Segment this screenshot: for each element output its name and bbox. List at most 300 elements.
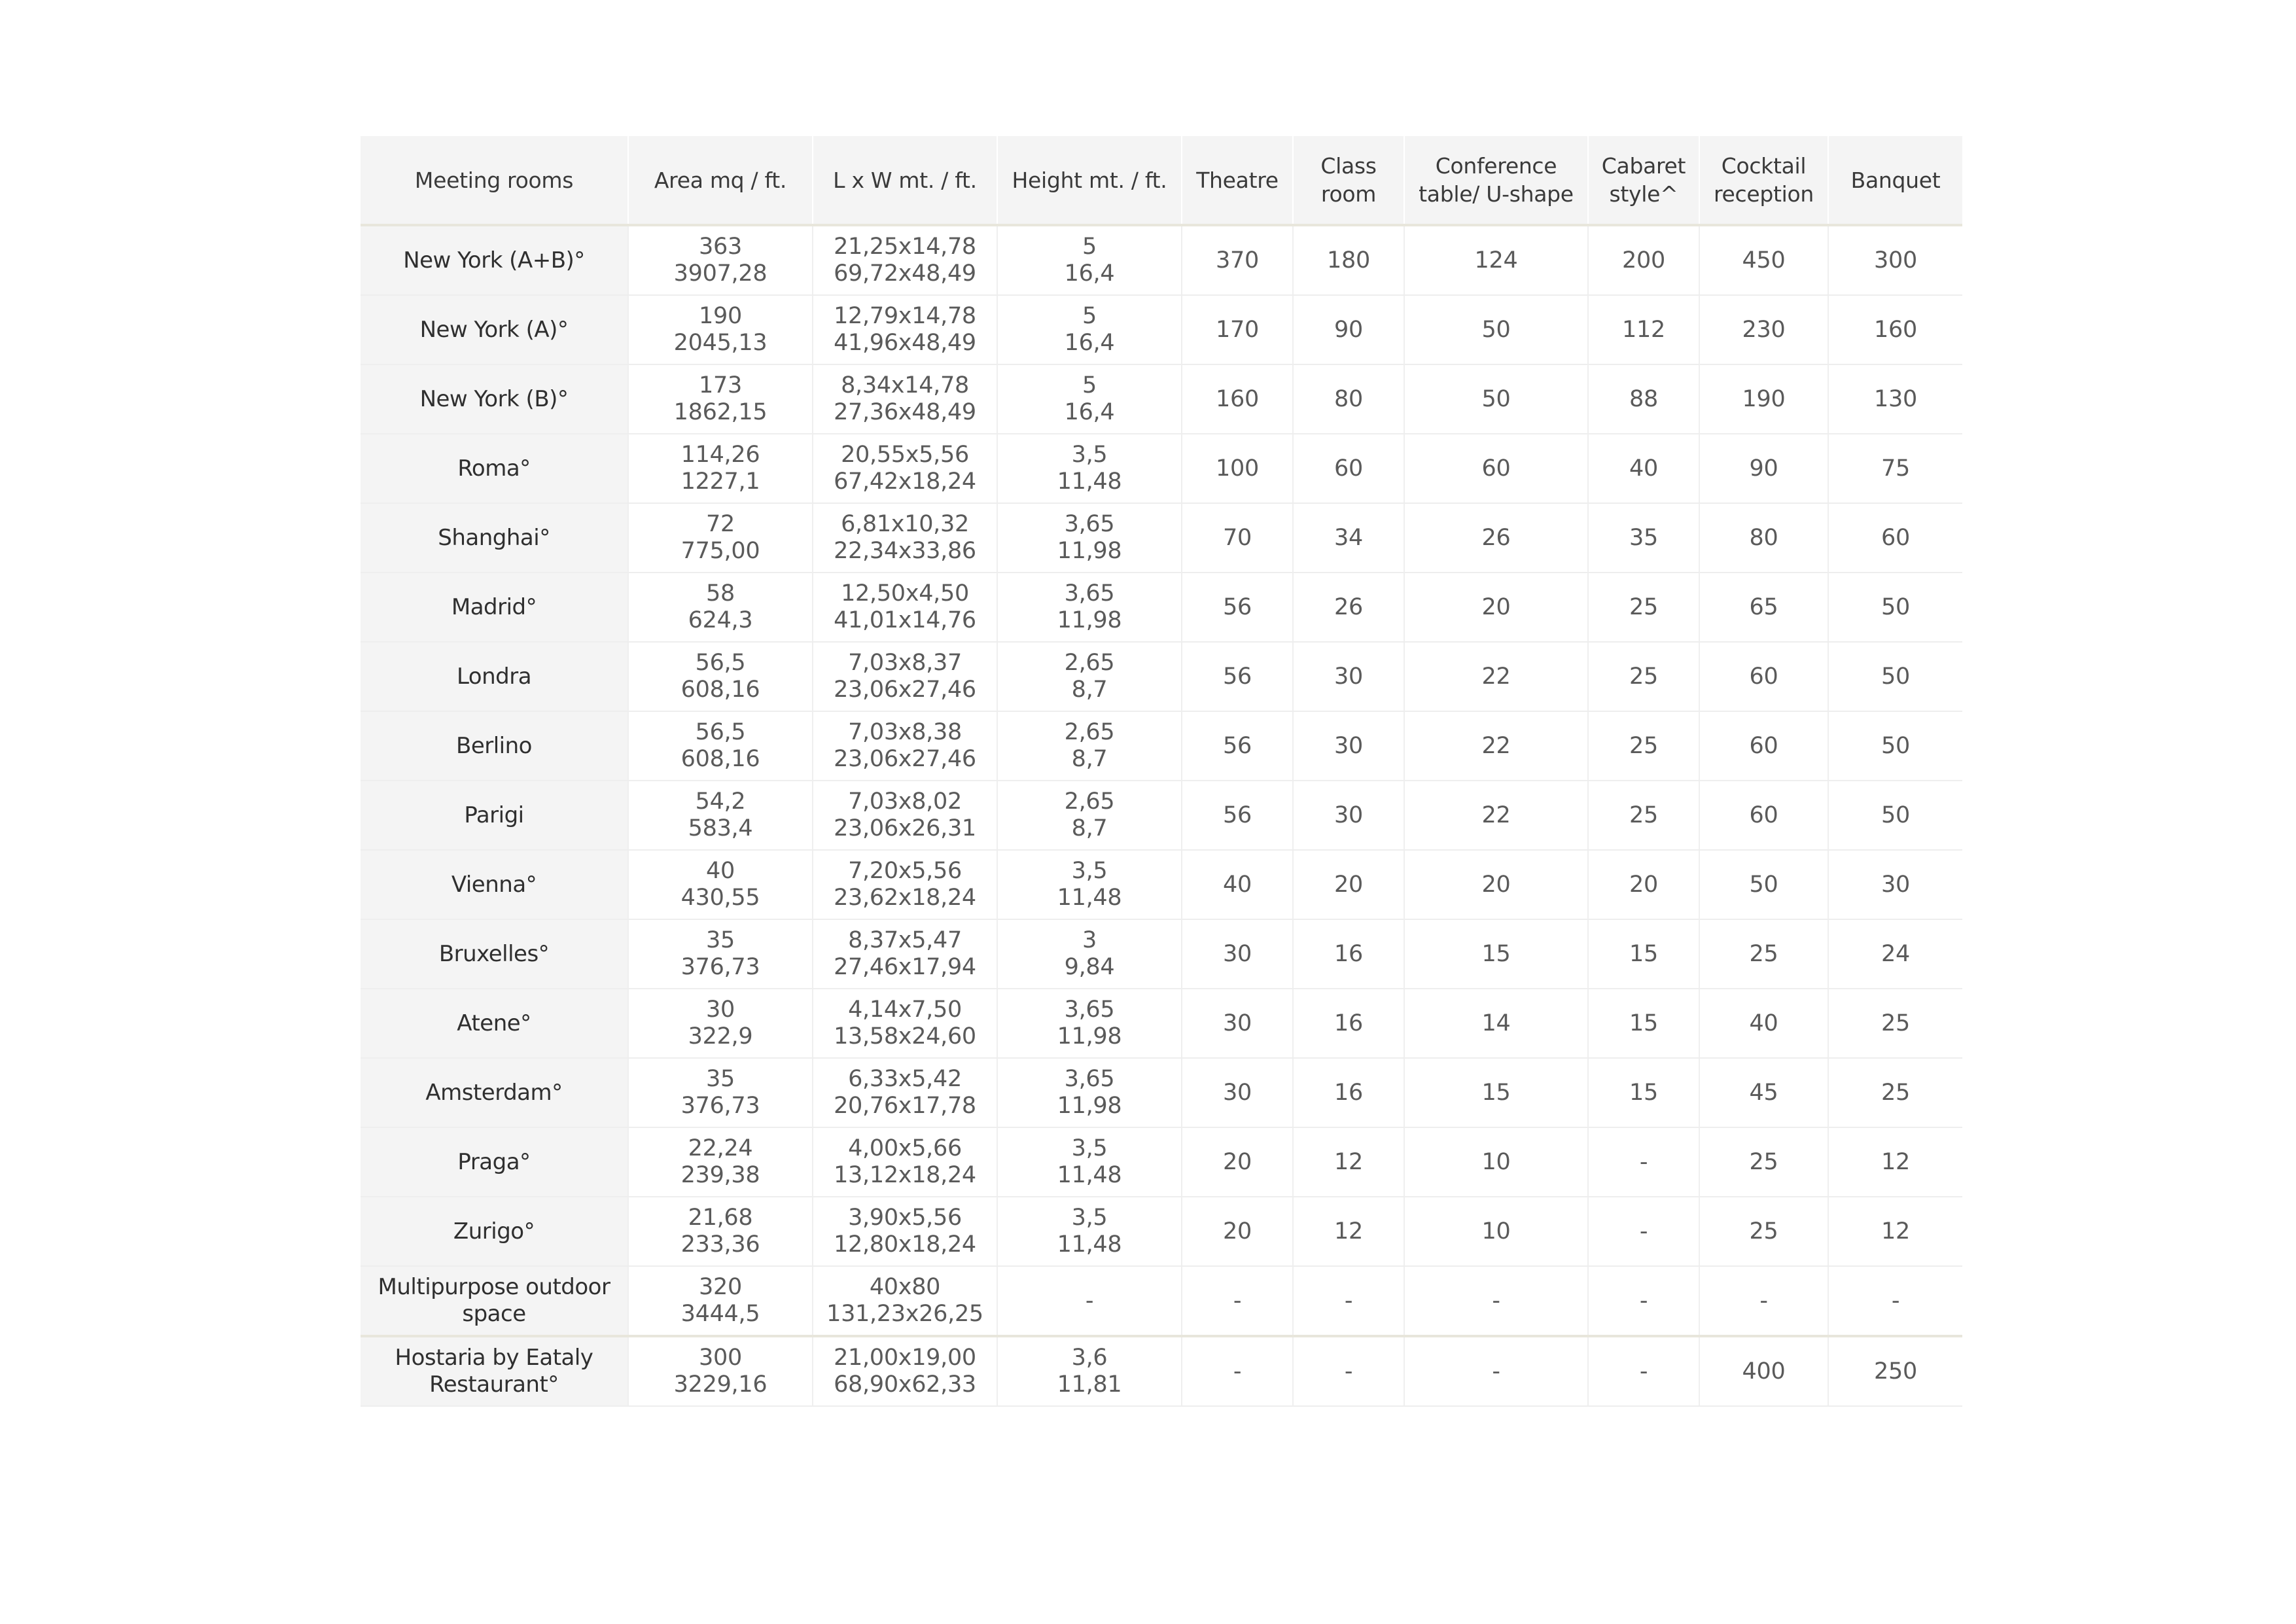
cell-value: 3444,5: [680, 1301, 760, 1327]
column-header-theatre: [1182, 136, 1293, 225]
cell-value: 35: [706, 927, 735, 953]
cell-area: [628, 1336, 813, 1406]
header-label: L x W mt. / ft.: [833, 167, 977, 193]
table-row: [361, 919, 1962, 989]
header-label: Class: [1320, 153, 1377, 179]
table-row: [361, 642, 1962, 711]
cell-cabaret: -: [1588, 1266, 1699, 1336]
column-header-lxw: [813, 136, 997, 225]
cell-theatre: 30: [1182, 989, 1293, 1058]
cell-height: [997, 1197, 1182, 1266]
cell-height: [997, 1058, 1182, 1127]
cell-value: Shanghai°: [438, 524, 550, 551]
cell-cocktail: 450: [1699, 225, 1828, 295]
cell-conference: 14: [1404, 989, 1588, 1058]
cell-cabaret: -: [1588, 1336, 1699, 1406]
cell-banquet: 30: [1828, 850, 1962, 919]
cell-cabaret: 40: [1588, 434, 1699, 503]
cell-theatre: 370: [1182, 225, 1293, 295]
cell-value: 67,42x18,24: [834, 468, 976, 495]
cell-cabaret: -: [1588, 1127, 1699, 1197]
cell-value: 72: [706, 511, 735, 537]
table-row: [361, 1266, 1962, 1336]
cell-banquet: 25: [1828, 989, 1962, 1058]
cell-value: 11,98: [1057, 1093, 1122, 1119]
cell-value: New York (B)°: [419, 385, 569, 412]
cell-area: [628, 503, 813, 573]
cell-value: 12,50x4,50: [841, 580, 969, 607]
cell-value: 8,7: [1071, 815, 1108, 841]
cell-value: 23,06x26,31: [834, 815, 976, 841]
cell-banquet: 50: [1828, 781, 1962, 850]
cell-classroom: 12: [1293, 1197, 1404, 1266]
cell-cocktail: 25: [1699, 1197, 1828, 1266]
cell-height: [997, 573, 1182, 642]
cell-cabaret: 25: [1588, 711, 1699, 781]
cell-value: Amsterdam°: [425, 1079, 563, 1106]
cell-classroom: 30: [1293, 711, 1404, 781]
cell-conference: 10: [1404, 1127, 1588, 1197]
table-row: [361, 989, 1962, 1058]
cell-value: Berlino: [456, 732, 532, 759]
cell-banquet: 12: [1828, 1127, 1962, 1197]
cell-lxw: [813, 1266, 997, 1336]
header-label: Height mt. / ft.: [1012, 167, 1167, 193]
cell-value: 583,4: [688, 815, 753, 841]
table-row: [361, 1336, 1962, 1406]
cell-value: 624,3: [688, 607, 753, 633]
cell-value: 239,38: [680, 1162, 760, 1188]
cell-theatre: 20: [1182, 1127, 1293, 1197]
table-body: [361, 225, 1962, 1406]
cell-value: 8,37x5,47: [848, 927, 962, 953]
cell-value: 40x80: [869, 1274, 941, 1300]
cell-cabaret: 112: [1588, 295, 1699, 364]
room-name-cell: [361, 642, 628, 711]
cell-value: 23,06x27,46: [834, 677, 976, 703]
header-label: reception: [1713, 181, 1814, 207]
cell-area: [628, 1197, 813, 1266]
column-header-cabaret: [1588, 136, 1699, 225]
cell-classroom: 34: [1293, 503, 1404, 573]
cell-value: Atene°: [457, 1010, 531, 1036]
room-name-cell: [361, 225, 628, 295]
column-header-meeting-rooms: [361, 136, 628, 225]
cell-lxw: [813, 434, 997, 503]
cell-value: 11,48: [1057, 1231, 1122, 1258]
cell-height: [997, 503, 1182, 573]
cell-value: Multipurpose outdoor space: [378, 1274, 610, 1327]
cell-value: 3,5: [1071, 442, 1108, 468]
meeting-rooms-table-wrapper: [361, 136, 1962, 1407]
room-name-cell: [361, 711, 628, 781]
cell-area: [628, 1058, 813, 1127]
cell-classroom: -: [1293, 1266, 1404, 1336]
cell-lxw: [813, 711, 997, 781]
cell-classroom: -: [1293, 1336, 1404, 1406]
column-header-banquet: [1828, 136, 1962, 225]
header-label: Cocktail: [1721, 153, 1807, 179]
room-name-cell: [361, 573, 628, 642]
header-label: style^: [1609, 181, 1678, 207]
cell-value: 775,00: [680, 538, 760, 564]
cell-value: 430,55: [680, 885, 760, 911]
cell-value: 16,4: [1064, 330, 1115, 356]
cell-value: 173: [699, 372, 742, 398]
cell-height: [997, 1336, 1182, 1406]
cell-lxw: [813, 850, 997, 919]
cell-conference: 22: [1404, 642, 1588, 711]
room-name-cell: [361, 1266, 628, 1336]
table-row: [361, 1058, 1962, 1127]
cell-height: [997, 781, 1182, 850]
cell-cocktail: 25: [1699, 919, 1828, 989]
cell-cocktail: 60: [1699, 711, 1828, 781]
cell-height: [997, 1127, 1182, 1197]
table-row: [361, 503, 1962, 573]
cell-banquet: 50: [1828, 573, 1962, 642]
cell-conference: 50: [1404, 295, 1588, 364]
cell-value: 13,12x18,24: [834, 1162, 976, 1188]
cell-value: 22,24: [688, 1135, 753, 1161]
cell-cocktail: 50: [1699, 850, 1828, 919]
cell-area: [628, 573, 813, 642]
cell-height: [997, 295, 1182, 364]
header-label: Banquet: [1850, 167, 1941, 193]
cell-value: 8,7: [1071, 677, 1108, 703]
cell-value: 11,98: [1057, 1023, 1122, 1050]
cell-value: 3,5: [1071, 858, 1108, 884]
cell-classroom: 16: [1293, 989, 1404, 1058]
cell-value: 11,98: [1057, 607, 1122, 633]
cell-conference: 20: [1404, 573, 1588, 642]
cell-theatre: 100: [1182, 434, 1293, 503]
cell-value: 21,25x14,78: [834, 234, 976, 260]
cell-theatre: 170: [1182, 295, 1293, 364]
cell-value: Roma°: [457, 455, 531, 482]
cell-value: 20,76x17,78: [834, 1093, 976, 1119]
cell-value: 3,65: [1064, 1066, 1115, 1092]
table-row: [361, 295, 1962, 364]
cell-value: 3,65: [1064, 511, 1115, 537]
cell-theatre: -: [1182, 1336, 1293, 1406]
cell-conference: 22: [1404, 711, 1588, 781]
cell-lxw: [813, 364, 997, 434]
cell-lxw: [813, 781, 997, 850]
cell-classroom: 180: [1293, 225, 1404, 295]
cell-value: 2,65: [1064, 650, 1115, 676]
cell-lxw: [813, 1058, 997, 1127]
cell-banquet: 75: [1828, 434, 1962, 503]
cell-lxw: [813, 295, 997, 364]
cell-value: 320: [699, 1274, 742, 1300]
cell-cabaret: 15: [1588, 989, 1699, 1058]
cell-value: 1227,1: [680, 468, 760, 495]
cell-value: 11,81: [1057, 1371, 1122, 1398]
cell-conference: 10: [1404, 1197, 1588, 1266]
table-row: [361, 434, 1962, 503]
cell-value: 3,5: [1071, 1205, 1108, 1231]
cell-value: 2045,13: [673, 330, 768, 356]
cell-area: [628, 989, 813, 1058]
column-header-classroom: [1293, 136, 1404, 225]
cell-area: [628, 642, 813, 711]
cell-value: 56,5: [695, 650, 746, 676]
cell-area: [628, 225, 813, 295]
header-label: room: [1320, 181, 1377, 207]
header-label: Cabaret: [1601, 153, 1686, 179]
header-label: Conference: [1435, 153, 1557, 179]
cell-lxw: [813, 573, 997, 642]
cell-value: 322,9: [688, 1023, 753, 1050]
cell-value: 41,96x48,49: [834, 330, 976, 356]
cell-cabaret: 25: [1588, 642, 1699, 711]
cell-lxw: [813, 503, 997, 573]
cell-classroom: 60: [1293, 434, 1404, 503]
table-row: [361, 1127, 1962, 1197]
table-row: [361, 364, 1962, 434]
cell-theatre: 40: [1182, 850, 1293, 919]
cell-value: 114,26: [680, 442, 760, 468]
cell-cabaret: 25: [1588, 573, 1699, 642]
header-label: Theatre: [1196, 167, 1279, 193]
room-name-cell: [361, 989, 628, 1058]
cell-value: 7,20x5,56: [848, 858, 962, 884]
cell-cabaret: -: [1588, 1197, 1699, 1266]
cell-theatre: 56: [1182, 642, 1293, 711]
cell-area: [628, 1127, 813, 1197]
header-label: Area mq / ft.: [654, 167, 787, 193]
room-name-cell: [361, 503, 628, 573]
cell-value: 13,58x24,60: [834, 1023, 976, 1050]
cell-value: 23,06x27,46: [834, 746, 976, 772]
cell-banquet: 130: [1828, 364, 1962, 434]
room-name-cell: [361, 1058, 628, 1127]
cell-conference: 50: [1404, 364, 1588, 434]
table-row: [361, 781, 1962, 850]
cell-cocktail: 60: [1699, 642, 1828, 711]
cell-value: 131,23x26,25: [826, 1301, 983, 1327]
cell-cabaret: 15: [1588, 919, 1699, 989]
cell-value: 3,5: [1071, 1135, 1108, 1161]
cell-value: Praga°: [457, 1148, 531, 1175]
table-header: [361, 136, 1962, 225]
cell-value: 8,34x14,78: [841, 372, 969, 398]
room-name-cell: [361, 1336, 628, 1406]
cell-value: 3: [1082, 927, 1097, 953]
column-header-area: [628, 136, 813, 225]
cell-lxw: [813, 919, 997, 989]
cell-value: 300: [699, 1345, 742, 1371]
cell-value: 11,48: [1057, 468, 1122, 495]
cell-area: [628, 781, 813, 850]
table-row: [361, 711, 1962, 781]
cell-value: 5: [1082, 234, 1097, 260]
room-name-cell: [361, 1197, 628, 1266]
cell-cabaret: 25: [1588, 781, 1699, 850]
cell-value: 608,16: [680, 677, 760, 703]
cell-value: 1862,15: [673, 399, 768, 425]
cell-value: New York (A)°: [419, 316, 569, 343]
room-name-cell: [361, 850, 628, 919]
table-row: [361, 1197, 1962, 1266]
cell-value: 20,55x5,56: [841, 442, 969, 468]
cell-banquet: 60: [1828, 503, 1962, 573]
cell-value: 27,36x48,49: [834, 399, 976, 425]
cell-value: New York (A+B)°: [403, 247, 585, 274]
cell-value: -: [1085, 1287, 1094, 1314]
cell-lxw: [813, 1197, 997, 1266]
cell-value: Bruxelles°: [438, 940, 550, 967]
table-row: [361, 225, 1962, 295]
cell-banquet: 300: [1828, 225, 1962, 295]
cell-value: 7,03x8,02: [848, 788, 962, 815]
cell-area: [628, 1266, 813, 1336]
cell-value: 190: [699, 303, 742, 329]
cell-value: Madrid°: [451, 593, 537, 620]
cell-value: 6,33x5,42: [848, 1066, 962, 1092]
cell-value: Londra: [456, 663, 532, 690]
cell-lxw: [813, 225, 997, 295]
cell-banquet: 25: [1828, 1058, 1962, 1127]
table-row: [361, 850, 1962, 919]
cell-cocktail: 45: [1699, 1058, 1828, 1127]
cell-cabaret: 88: [1588, 364, 1699, 434]
cell-area: [628, 295, 813, 364]
cell-theatre: 56: [1182, 781, 1293, 850]
header-row: [361, 136, 1962, 225]
cell-banquet: 24: [1828, 919, 1962, 989]
cell-value: 2,65: [1064, 719, 1115, 745]
cell-value: 4,00x5,66: [848, 1135, 962, 1161]
cell-classroom: 20: [1293, 850, 1404, 919]
cell-value: 68,90x62,33: [834, 1371, 976, 1398]
cell-classroom: 16: [1293, 919, 1404, 989]
cell-value: 3,65: [1064, 580, 1115, 607]
cell-cocktail: 90: [1699, 434, 1828, 503]
cell-cocktail: 25: [1699, 1127, 1828, 1197]
cell-height: [997, 642, 1182, 711]
cell-height: [997, 711, 1182, 781]
cell-value: 35: [706, 1066, 735, 1092]
cell-value: 41,01x14,76: [834, 607, 976, 633]
cell-area: [628, 364, 813, 434]
cell-theatre: 30: [1182, 919, 1293, 989]
cell-lxw: [813, 989, 997, 1058]
cell-area: [628, 919, 813, 989]
cell-value: Restaurant°: [429, 1371, 559, 1398]
cell-value: 21,00x19,00: [834, 1345, 976, 1371]
cell-conference: 15: [1404, 919, 1588, 989]
cell-lxw: [813, 1127, 997, 1197]
cell-value: Hostaria by Eataly: [395, 1345, 593, 1371]
cell-value: 22,34x33,86: [834, 538, 976, 564]
room-name-cell: [361, 364, 628, 434]
cell-conference: -: [1404, 1336, 1588, 1406]
cell-value: 3,65: [1064, 997, 1115, 1023]
cell-value: 7,03x8,38: [848, 719, 962, 745]
cell-theatre: 56: [1182, 573, 1293, 642]
cell-value: 12,80x18,24: [834, 1231, 976, 1258]
cell-conference: -: [1404, 1266, 1588, 1336]
cell-value: 376,73: [680, 954, 760, 980]
cell-value: 363: [699, 234, 742, 260]
cell-value: 3229,16: [673, 1371, 768, 1398]
cell-value: 376,73: [680, 1093, 760, 1119]
table-row: [361, 573, 1962, 642]
cell-classroom: 16: [1293, 1058, 1404, 1127]
cell-conference: 60: [1404, 434, 1588, 503]
cell-banquet: 50: [1828, 642, 1962, 711]
cell-cocktail: 65: [1699, 573, 1828, 642]
cell-area: [628, 711, 813, 781]
cell-conference: 20: [1404, 850, 1588, 919]
cell-cabaret: 200: [1588, 225, 1699, 295]
cell-value: 12,79x14,78: [834, 303, 976, 329]
cell-cocktail: -: [1699, 1266, 1828, 1336]
cell-theatre: 56: [1182, 711, 1293, 781]
cell-value: 16,4: [1064, 399, 1115, 425]
header-label: table/ U-shape: [1419, 181, 1574, 207]
cell-cocktail: 60: [1699, 781, 1828, 850]
cell-value: 3,6: [1071, 1345, 1108, 1371]
column-header-cocktail: [1699, 136, 1828, 225]
room-name-cell: [361, 781, 628, 850]
cell-height: [997, 919, 1182, 989]
cell-value: 56,5: [695, 719, 746, 745]
cell-classroom: 26: [1293, 573, 1404, 642]
cell-classroom: 12: [1293, 1127, 1404, 1197]
cell-value: 3907,28: [673, 260, 768, 287]
cell-conference: 124: [1404, 225, 1588, 295]
room-name-cell: [361, 434, 628, 503]
cell-banquet: 12: [1828, 1197, 1962, 1266]
cell-area: [628, 434, 813, 503]
room-name-cell: [361, 1127, 628, 1197]
cell-lxw: [813, 1336, 997, 1406]
cell-height: [997, 989, 1182, 1058]
cell-theatre: 160: [1182, 364, 1293, 434]
column-header-height: [997, 136, 1182, 225]
cell-value: Vienna°: [451, 871, 537, 898]
cell-value: 40: [706, 858, 735, 884]
cell-banquet: 250: [1828, 1336, 1962, 1406]
cell-value: 30: [706, 997, 735, 1023]
cell-value: 2,65: [1064, 788, 1115, 815]
cell-height: [997, 434, 1182, 503]
cell-area: [628, 850, 813, 919]
cell-value: Parigi: [464, 802, 524, 828]
cell-value: 8,7: [1071, 746, 1108, 772]
cell-cocktail: 230: [1699, 295, 1828, 364]
cell-cabaret: 20: [1588, 850, 1699, 919]
cell-value: 6,81x10,32: [841, 511, 969, 537]
cell-value: 608,16: [680, 746, 760, 772]
cell-value: 11,48: [1057, 885, 1122, 911]
cell-value: 4,14x7,50: [848, 997, 962, 1023]
cell-value: 11,98: [1057, 538, 1122, 564]
cell-cocktail: 80: [1699, 503, 1828, 573]
cell-theatre: -: [1182, 1266, 1293, 1336]
cell-value: 23,62x18,24: [834, 885, 976, 911]
cell-value: 21,68: [688, 1205, 753, 1231]
cell-value: 27,46x17,94: [834, 954, 976, 980]
cell-value: 233,36: [680, 1231, 760, 1258]
cell-theatre: 30: [1182, 1058, 1293, 1127]
room-name-cell: [361, 295, 628, 364]
cell-value: Zurigo°: [453, 1218, 535, 1244]
room-name-cell: [361, 919, 628, 989]
